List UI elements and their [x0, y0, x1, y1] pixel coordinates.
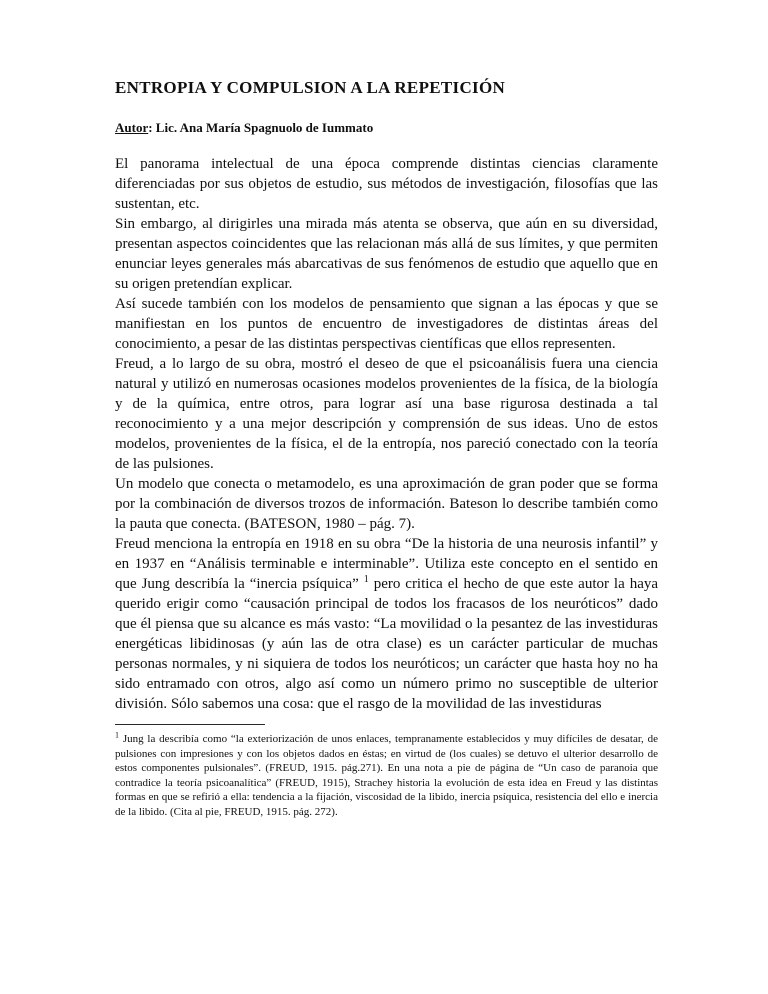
- footnote-text: Jung la describía como “la exteriorización de unos enlaces, tempranamente establecidos y muy difíciles de desatar, de pulsiones con impresiones y con los objetos dados en éstas; en virtud de (los cuales) se detuvo el ulterior desarrollo de estos componentes pulsionales”. (FREUD, 1915. pág.271). En una nota a pie de página de “Un caso de paranoia que contradice la teoría psicoanalítica” (FREUD, 1915), Strachey historia la evolución de esta idea en Freud y las distintas formas en que se refirió a ella: tendencia a la fijación, viscosidad de la libido, inercia psíquica, resistencia del ello e inercia de la libido. (Cita al pie, FREUD, 1915. pág. 272).: [115, 733, 658, 818]
- footnote-separator: [115, 724, 265, 725]
- author-label: Autor: [115, 120, 149, 135]
- footnote-area: [115, 724, 658, 819]
- paragraph-1: El panorama intelectual de una época comprende distintas ciencias claramente diferenciadas por sus objetos de estudio, sus métodos de investigación, filosofías que las sustentan, etc.: [115, 156, 658, 212]
- footnote: [115, 732, 658, 819]
- author-line: [115, 120, 658, 136]
- footnote-marker: 1: [115, 730, 119, 740]
- footnote-reference: 1: [363, 574, 369, 585]
- paragraph-3: Así sucede también con los modelos de pensamiento que signan a las épocas y que se manifiestan en los puntos de encuentro de investigadores de distintas áreas del conocimiento, a pesar de las distintas perspectivas científicas que ellos representen.: [115, 296, 658, 352]
- document-body: [115, 154, 658, 714]
- paragraph-5: Un modelo que conecta o metamodelo, es una aproximación de gran poder que se forma por la combinación de diversos trozos de información. Bateson lo describe también como la pauta que conecta. (BATESON, 1980 – pág. 7).: [115, 476, 658, 532]
- paragraph-2: Sin embargo, al dirigirles una mirada más atenta se observa, que aún en su diversidad, presentan aspectos coincidentes que las relacionan más allá de sus límites, y que permiten enunciar leyes generales más abarcativas de sus fenómenos de estudio que aquello que en su origen pretendían explicar.: [115, 216, 658, 292]
- author-name: : Lic. Ana María Spagnuolo de Iummato: [148, 120, 374, 135]
- paragraph-text: Freud menciona la entropía en 1918 en su obra “De la historia de una neurosis infantil” y en 1937 en “Análisis terminable e interminable”. Utiliza este concepto en el sentido en que Jung describía la “inercia psíquica”: [115, 536, 658, 592]
- page-title: ENTROPIA Y COMPULSION A LA REPETICIÓN: [115, 78, 506, 97]
- paragraph-text: pero critica el hecho de que este autor la haya querido erigir como “causación principal de todos los fracasos de los neuróticos” dado que él piensa que su alcance es más vasto: “La movilidad o la pesantez de las investiduras energéticas libidinosas (y aún las de otra clase) es un carácter particular de muchas personas normales, y ni siquiera de todos los neuróticos; un carácter que hasta hoy no ha sido entramado con otros, algo así como un número primo no susceptible de ulterior división. Sólo sabemos una cosa: que el rasgo de la movilidad de las investiduras: [115, 576, 659, 712]
- paragraph-4: Freud, a lo largo de su obra, mostró el deseo de que el psicoanálisis fuera una ciencia natural y utilizó en numerosas ocasiones modelos provenientes de la física, de la biología y de la química, entre otros, para lograr así una base rigurosa destinada a tal reconocimiento y a una mejor descripción y comprensión de sus ideas. Uno de estos modelos, provenientes de la física, el de la entropía, nos pareció conectado con la teoría de las pulsiones.: [115, 356, 658, 472]
- paragraph-6: [115, 534, 658, 714]
